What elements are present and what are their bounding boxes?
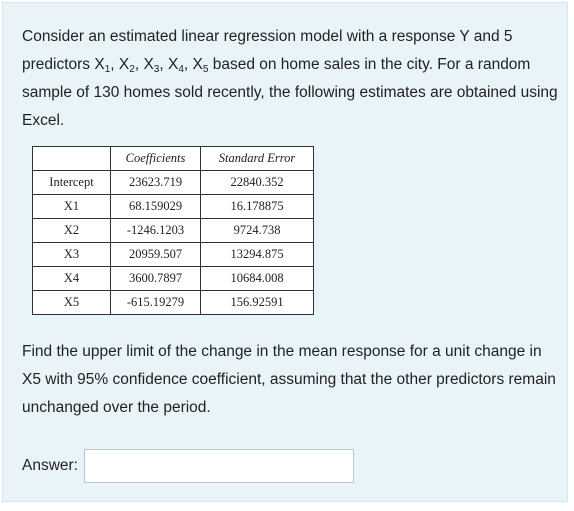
intro-text-part-2: based on home sales in the city. For a random sample of 130 homes sold recently, the following estimates are obtained using Excel. bbox=[22, 56, 558, 129]
table-row bbox=[33, 219, 314, 243]
predictor-x1: $X_1$ bbox=[94, 56, 111, 75]
standard-error-cell: 156.92591 bbox=[201, 291, 314, 315]
standard-error-cell: 22840.352 bbox=[201, 171, 314, 195]
answer-input[interactable] bbox=[84, 449, 354, 483]
predictor-x4: $X_4$ bbox=[167, 56, 184, 75]
table-row bbox=[33, 267, 314, 291]
standard-error-cell: 13294.875 bbox=[201, 243, 314, 267]
question-prompt: Find the upper limit of the change in the mean response for a unit change in X5 with 95% confidence coefficient, assuming that the other predictors remain unchanged over the period. bbox=[22, 343, 556, 416]
row-label: Intercept bbox=[33, 171, 111, 195]
answer-label: Answer: bbox=[22, 457, 78, 474]
question-card bbox=[2, 2, 568, 502]
table-row bbox=[33, 195, 314, 219]
regression-table bbox=[32, 146, 314, 315]
row-label: X4 bbox=[33, 267, 111, 291]
header-blank bbox=[33, 147, 111, 171]
coefficient-cell: 23623.719 bbox=[111, 171, 201, 195]
table-header-row bbox=[33, 147, 314, 171]
standard-error-cell: 16.178875 bbox=[201, 195, 314, 219]
standard-error-cell: 9724.738 bbox=[201, 219, 314, 243]
row-label: X5 bbox=[33, 291, 111, 315]
predictor-x5: $X_5$ bbox=[192, 56, 209, 75]
coefficient-cell: 3600.7897 bbox=[111, 267, 201, 291]
table-row bbox=[33, 171, 314, 195]
row-label: X1 bbox=[33, 195, 111, 219]
standard-error-cell: 10684.008 bbox=[201, 267, 314, 291]
coefficient-cell: 20959.507 bbox=[111, 243, 201, 267]
row-label: X3 bbox=[33, 243, 111, 267]
header-coefficients: Coefficients bbox=[111, 147, 201, 171]
intro-text-part-1: Consider an estimated linear regression model with a response Y and 5 predictors bbox=[22, 28, 513, 73]
question-intro: Consider an estimated linear regression model with a response Y and 5 predictors $X_1$, $X_2$, $X_3$, $X_4$, $X_5$ based on home sales in the city. For a random sample of 130 homes sold recently, the following estimates are obtained using Excel. bbox=[22, 28, 558, 129]
header-standard-error: Standard Error bbox=[201, 147, 314, 171]
row-label: X2 bbox=[33, 219, 111, 243]
predictor-x2: $X_2$ bbox=[118, 56, 135, 75]
predictor-x3: $X_3$ bbox=[143, 56, 160, 75]
coefficient-cell: -615.19279 bbox=[111, 291, 201, 315]
coefficient-cell: -1246.1203 bbox=[111, 219, 201, 243]
table-row bbox=[33, 243, 314, 267]
answer-row bbox=[22, 449, 354, 483]
coefficient-cell: 68.159029 bbox=[111, 195, 201, 219]
table-row bbox=[33, 291, 314, 315]
